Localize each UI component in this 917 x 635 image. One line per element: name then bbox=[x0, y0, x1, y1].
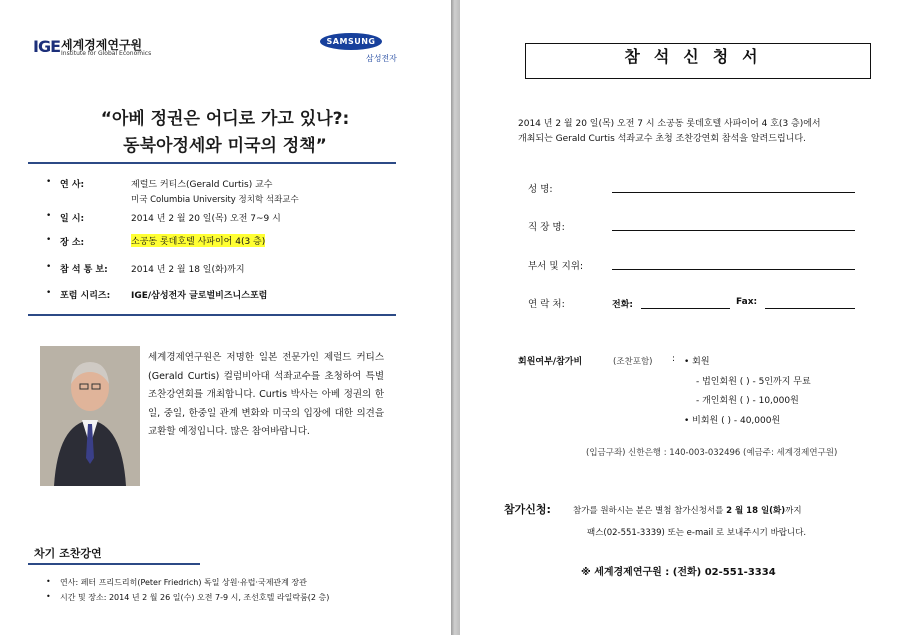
next-lecture-divider bbox=[28, 563, 200, 565]
nonmember-item[interactable]: • 비회원 ( ) - 40,000원 bbox=[684, 416, 781, 426]
place-label: 장 소: bbox=[60, 238, 85, 248]
dept-field[interactable] bbox=[612, 269, 855, 270]
apply-label: 참가신청: bbox=[504, 503, 551, 516]
apply-deadline: 2 월 18 일(화) bbox=[726, 506, 786, 516]
institute-contact: ※ 세계경제연구원 : (전화) 02-551-3334 bbox=[581, 567, 776, 578]
company-field[interactable] bbox=[612, 230, 855, 231]
event-title-line1: “아베 정권은 어디로 가고 있나?: bbox=[100, 109, 350, 129]
fax-field[interactable] bbox=[765, 308, 855, 309]
next-lecture-speaker: 연사: 페터 프리드리히(Peter Friedrich) 독일 상원·유럽·국제관계 장관 bbox=[60, 578, 307, 587]
name-label: 성 명: bbox=[528, 184, 553, 195]
bullet-icon: • bbox=[46, 262, 52, 272]
samsung-logo-subtitle: 삼성전자 bbox=[366, 54, 397, 63]
name-field[interactable] bbox=[612, 192, 855, 193]
member-item: • 회원 bbox=[684, 357, 710, 367]
form-intro-line1: 2014 년 2 월 20 일(목) 오전 7 시 소공동 롯데호텔 사파이어 4 호(3 층)에서 bbox=[518, 119, 821, 129]
phone-label: 전화: bbox=[612, 300, 633, 310]
place-value: 소공동 롯데호텔 사파이어 4(3 층) bbox=[131, 234, 265, 247]
next-lecture-time-place: 시간 및 장소: 2014 년 2 월 26 일(수) 오전 7-9 시, 조선호텔 라일락룸(2 층) bbox=[60, 593, 330, 602]
form-intro-line2: 개최되는 Gerald Curtis 석좌교수 초청 조찬강연회 참석을 알려드립니다. bbox=[518, 134, 806, 144]
indiv-member-item[interactable]: - 개인회원 ( ) - 10,000원 bbox=[696, 396, 799, 406]
account-info: (입금구좌) 신한은행 : 140-003-032496 (예금주: 세계경제연구원) bbox=[586, 448, 838, 458]
speaker-photo bbox=[40, 346, 140, 486]
title-divider bbox=[28, 162, 396, 164]
apply-text-part2: 까지 bbox=[785, 506, 802, 516]
forum-value: IGE/삼성전자 글로벌비즈니스포럼 bbox=[131, 291, 268, 301]
ige-logo-name: 세계경제연구원 bbox=[61, 38, 143, 52]
date-label: 일 시: bbox=[60, 214, 85, 224]
membership-colon: : bbox=[672, 354, 676, 364]
dept-label: 부서 및 지위: bbox=[528, 261, 584, 272]
bullet-icon: • bbox=[46, 177, 52, 187]
intro-paragraph: 세계경제연구원은 저명한 일본 전문가인 제럴드 커티스(Gerald Curtis) 컬럼비아대 석좌교수를 초청하여 특별조찬강연회를 개최합니다. Curtis 박사는 아베 정권의 한일, 중일, 한중일 관계 변화와 미국의 입장에 대한 의견을 교환할 예정입니다. 많은 참여바랍니다. bbox=[148, 352, 384, 437]
date-value: 2014 년 2 월 20 일(목) 오전 7~9 시 bbox=[131, 214, 281, 224]
next-lecture-heading: 차기 조찬강연 bbox=[34, 547, 102, 560]
right-page bbox=[460, 0, 917, 635]
bullet-icon: • bbox=[46, 577, 51, 586]
speaker-value: 제럴드 커티스(Gerald Curtis) 교수 bbox=[131, 180, 273, 190]
samsung-logo: SAMSUNG bbox=[320, 33, 382, 50]
bullet-icon: • bbox=[46, 288, 52, 298]
rsvp-value: 2014 년 2 월 18 일(화)까지 bbox=[131, 265, 245, 275]
speaker-label: 연 사: bbox=[60, 180, 85, 190]
apply-text-line2: 팩스(02-551-3339) 또는 e-mail 로 보내주시기 바랍니다. bbox=[587, 528, 807, 538]
rsvp-label: 참 석 통 보: bbox=[60, 265, 108, 275]
left-page bbox=[0, 0, 451, 635]
info-divider bbox=[28, 314, 396, 316]
forum-label: 포럼 시리즈: bbox=[60, 291, 111, 301]
contact-label: 연 락 처: bbox=[528, 299, 565, 310]
phone-field[interactable] bbox=[641, 308, 730, 309]
bullet-icon: • bbox=[46, 211, 52, 221]
apply-text-line1 bbox=[573, 504, 802, 516]
company-label: 직 장 명: bbox=[528, 222, 565, 233]
form-title: 참석신청서 bbox=[525, 43, 871, 79]
membership-label: 회원여부/참가비 bbox=[518, 357, 583, 367]
event-title-line2: 동북아정세와 미국의 정책” bbox=[123, 136, 327, 156]
bullet-icon: • bbox=[46, 592, 51, 601]
speaker-affiliation: 미국 Columbia University 정치학 석좌교수 bbox=[131, 195, 299, 205]
ige-logo-subtitle: Institute for Global Economics bbox=[61, 50, 152, 57]
ige-logo-mark: IGE bbox=[33, 37, 61, 56]
bullet-icon: • bbox=[46, 235, 52, 245]
page-divider bbox=[451, 0, 460, 635]
corp-member-item[interactable]: - 법인회원 ( ) - 5인까지 무료 bbox=[696, 377, 811, 387]
apply-text-part1: 참가를 원하시는 분은 별첨 참가신청서를 bbox=[573, 506, 724, 516]
fax-label: Fax: bbox=[736, 297, 758, 307]
speaker-portrait-icon bbox=[40, 346, 140, 486]
membership-note: (조찬포함) bbox=[613, 357, 653, 367]
